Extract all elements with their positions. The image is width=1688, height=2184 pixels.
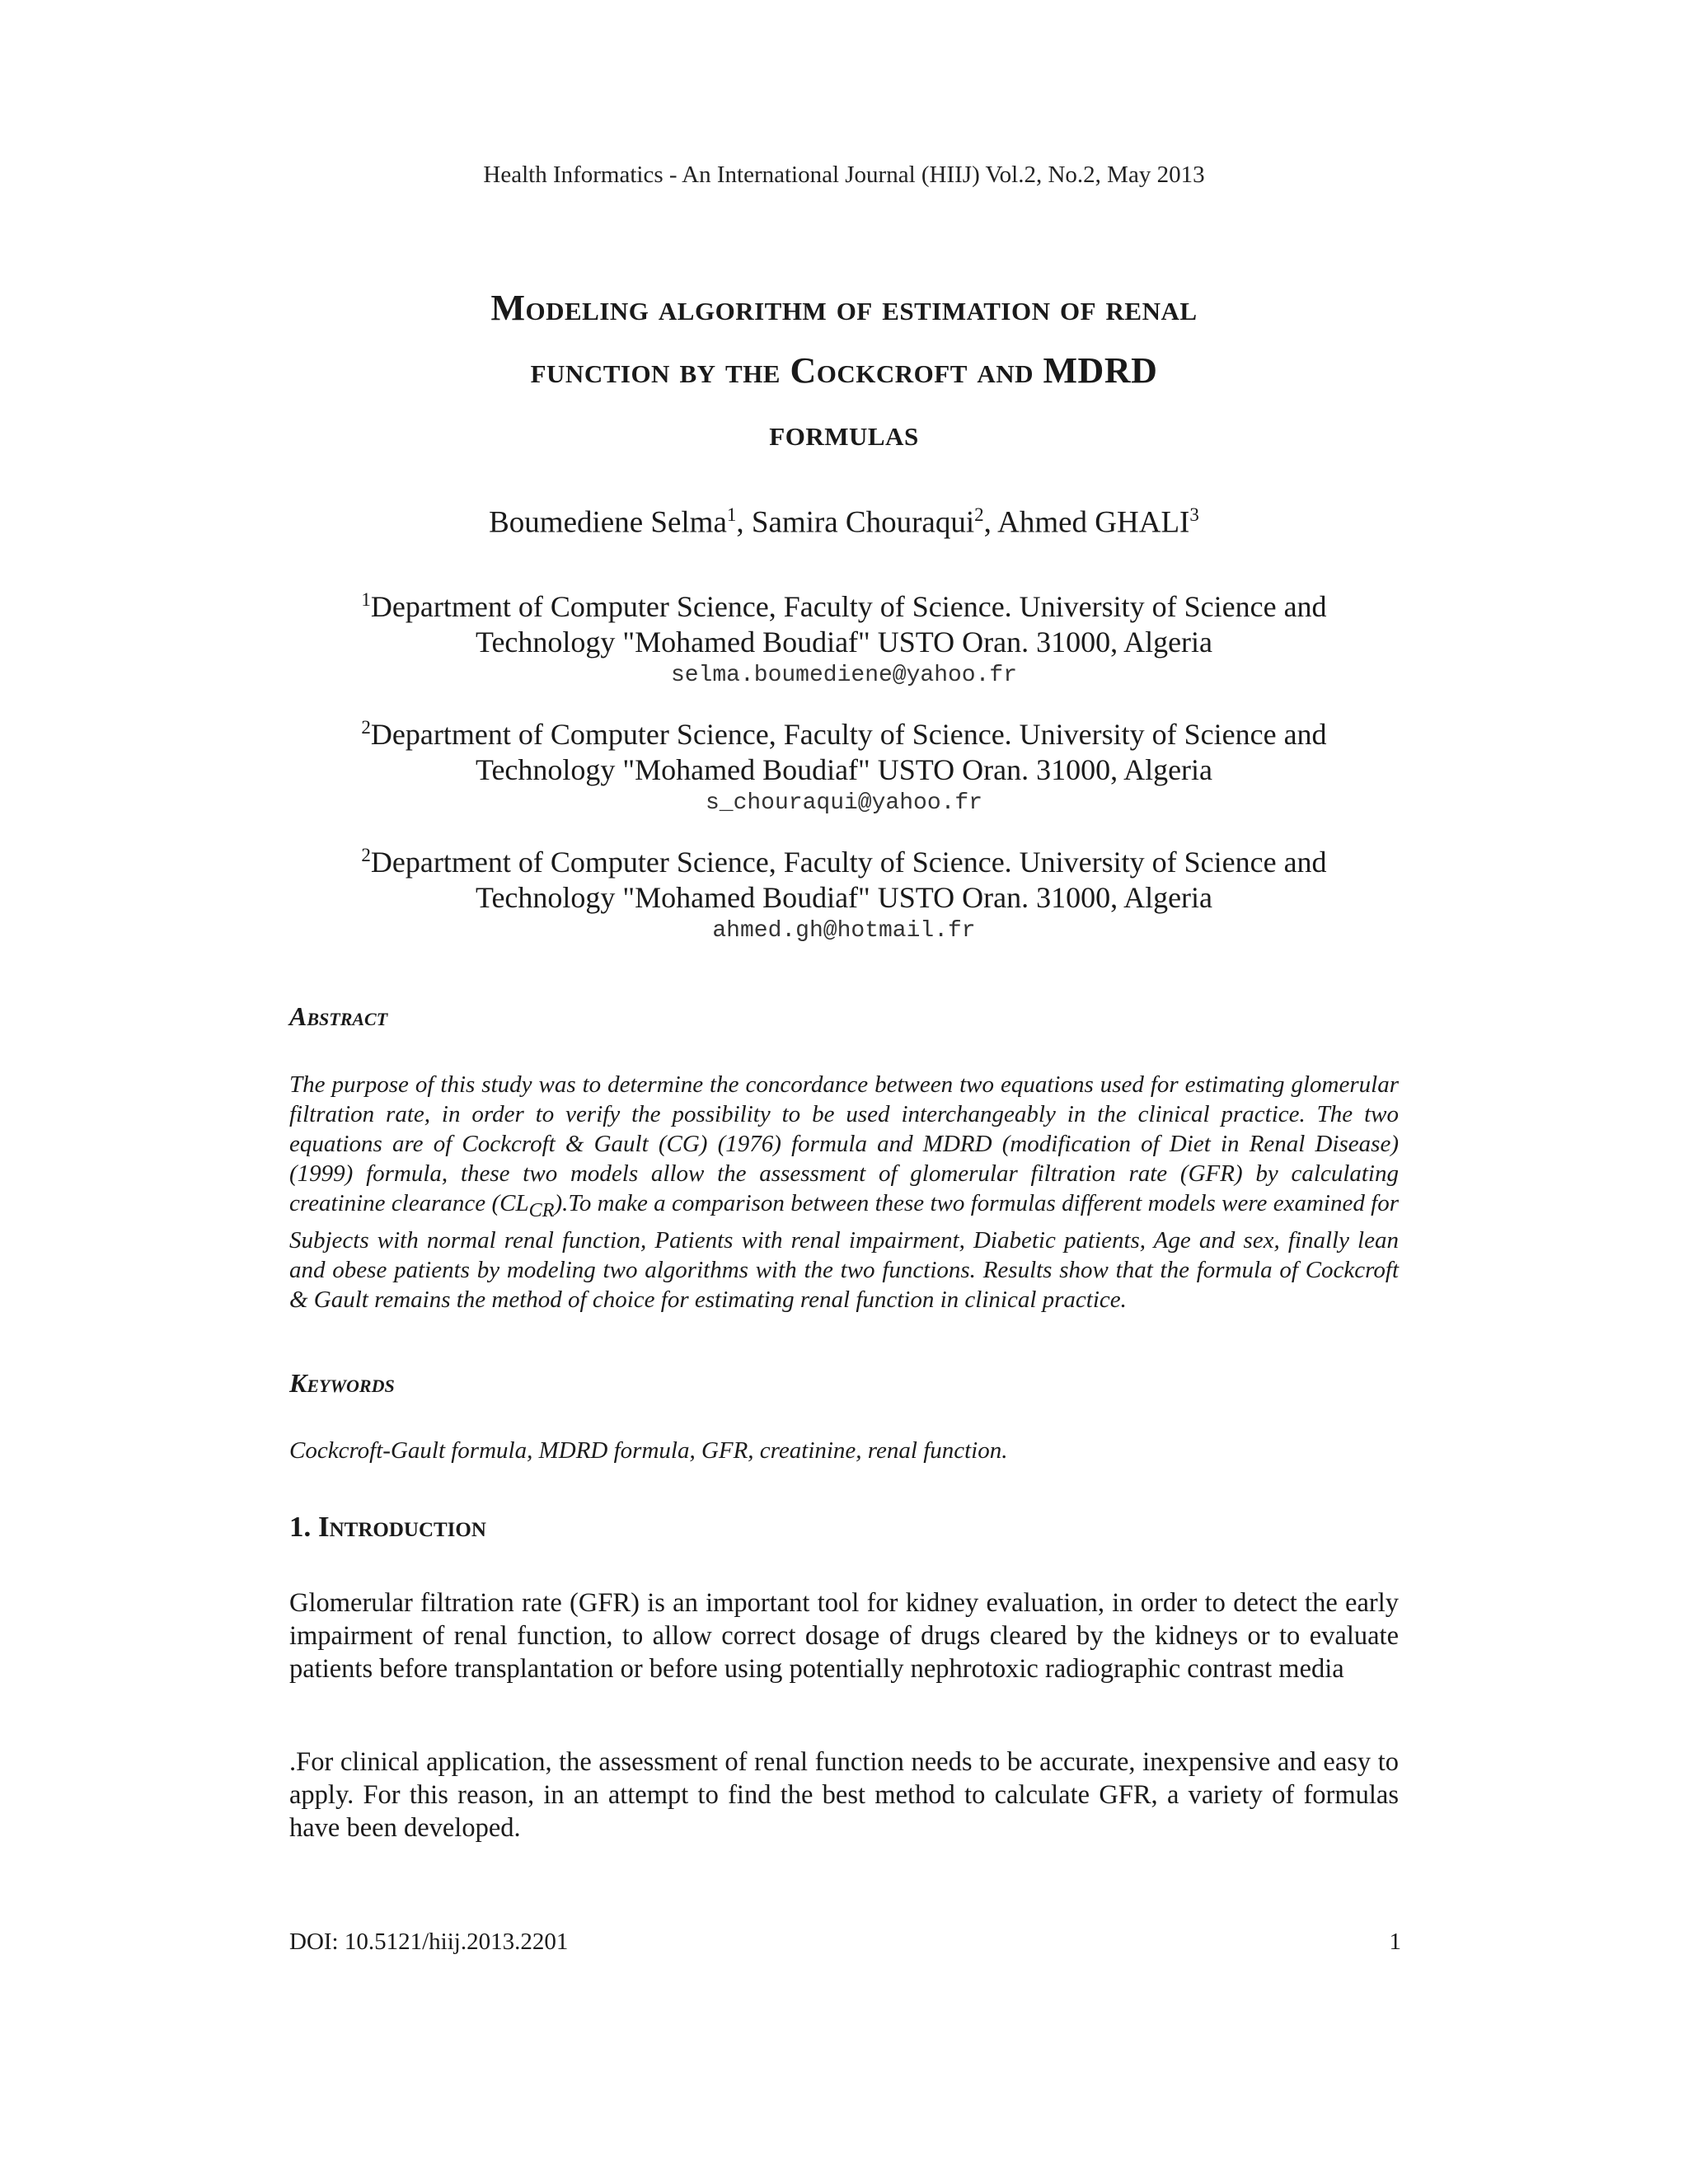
author-affiliation-mark: 3 <box>1189 504 1199 525</box>
affiliation-mark: 1 <box>361 589 371 610</box>
footer-doi[interactable]: DOI: 10.5121/hiij.2013.2201 <box>289 1929 569 1955</box>
author-separator: , <box>736 505 752 540</box>
author-list <box>0 504 1688 540</box>
keywords-heading: Keywords <box>289 1368 395 1398</box>
affiliation-block <box>214 837 1474 947</box>
affiliation-line: Department of Computer Science, Faculty of Science. University of Science and <box>370 718 1327 751</box>
author-name: Boumediene Selma <box>489 505 727 540</box>
affiliation-mark: 2 <box>361 845 371 865</box>
affiliation-line: Technology "Mohamed Boudiaf" USTO Oran. 31000, Algeria <box>475 881 1213 914</box>
author-name: Ahmed GHALI <box>997 505 1190 540</box>
keywords-text: Cockcroft-Gault formula, MDRD formula, GFR, creatinine, renal function. <box>289 1437 1008 1464</box>
section-title: Introduction <box>318 1511 486 1543</box>
paper-title <box>214 277 1474 465</box>
page-number: 1 <box>1389 1929 1401 1955</box>
abstract-text-part: The purpose of this study was to determine the concordance between two equations used for estimating glomerular filtration rate, in order to verify the possibility to be used interchangeably in the clinical practice. The two equations are of Cockcroft & Gault (CG) (1976) formula and MDRD (modification of Diet in Renal Disease) (1999) formula, these two models allow the assessment of glomerular filtration rate (GFR) by calculating creatinine clearance (CL <box>289 1071 1399 1216</box>
author-email[interactable]: s_chouraqui@yahoo.fr <box>705 790 983 816</box>
running-header: Health Informatics - An International Journal (HIIJ) Vol.2, No.2, May 2013 <box>483 162 1205 188</box>
title-line-3: formulas <box>769 413 919 453</box>
introduction-paragraph-1: Glomerular filtration rate (GFR) is an important tool for kidney evaluation, in order to detect the early impairment of renal function, to allow correct dosage of drugs cleared by the kidneys or to evaluate patients before transplantation or before using potentially nephrotoxic radiographic contrast media <box>289 1588 1399 1684</box>
introduction-paragraph-2: .For clinical application, the assessment of renal function needs to be accurate, inexpensive and easy to apply. For this reason, in an attempt to find the best method to calculate GFR, a variety of formulas have been developed. <box>289 1747 1399 1843</box>
title-line-2: function by the Cockcroft and MDRD <box>530 350 1158 391</box>
affiliation-line: Department of Computer Science, Faculty of Science. University of Science and <box>370 846 1327 879</box>
author-affiliation-mark: 1 <box>726 504 737 525</box>
affiliation-block <box>214 710 1474 819</box>
author-affiliation-mark: 2 <box>974 504 984 525</box>
introduction-heading <box>289 1511 486 1544</box>
affiliation-block <box>214 582 1474 691</box>
author-separator: , <box>983 505 998 540</box>
affiliation-line: Technology "Mohamed Boudiaf" USTO Oran. 31000, Algeria <box>475 753 1213 786</box>
abstract-text <box>289 1070 1399 1315</box>
author-email[interactable]: ahmed.gh@hotmail.fr <box>712 918 976 944</box>
affiliation-line: Technology "Mohamed Boudiaf" USTO Oran. 31000, Algeria <box>475 626 1213 658</box>
abstract-subscript: CR <box>528 1198 555 1221</box>
affiliation-line: Department of Computer Science, Faculty of Science. University of Science and <box>370 590 1327 623</box>
abstract-text-part: ).To make a comparison between these two formulas different models were examined for Subjects with normal renal function, Patients with renal impairment, Diabetic patients, Age and sex, finally lean and obese patients by modeling two algorithms with the two functions. Results show that the formula of Cockcroft & Gault remains the method of choice for estimating renal function in clinical practice. <box>289 1190 1399 1313</box>
section-number: 1. <box>289 1511 318 1543</box>
abstract-heading: Abstract <box>289 1001 388 1031</box>
author-email[interactable]: selma.boumediene@yahoo.fr <box>670 663 1018 688</box>
title-line-1: Modeling algorithm of estimation of renal <box>490 288 1198 328</box>
author-name: Samira Chouraqui <box>751 505 975 540</box>
affiliation-mark: 2 <box>361 717 371 738</box>
